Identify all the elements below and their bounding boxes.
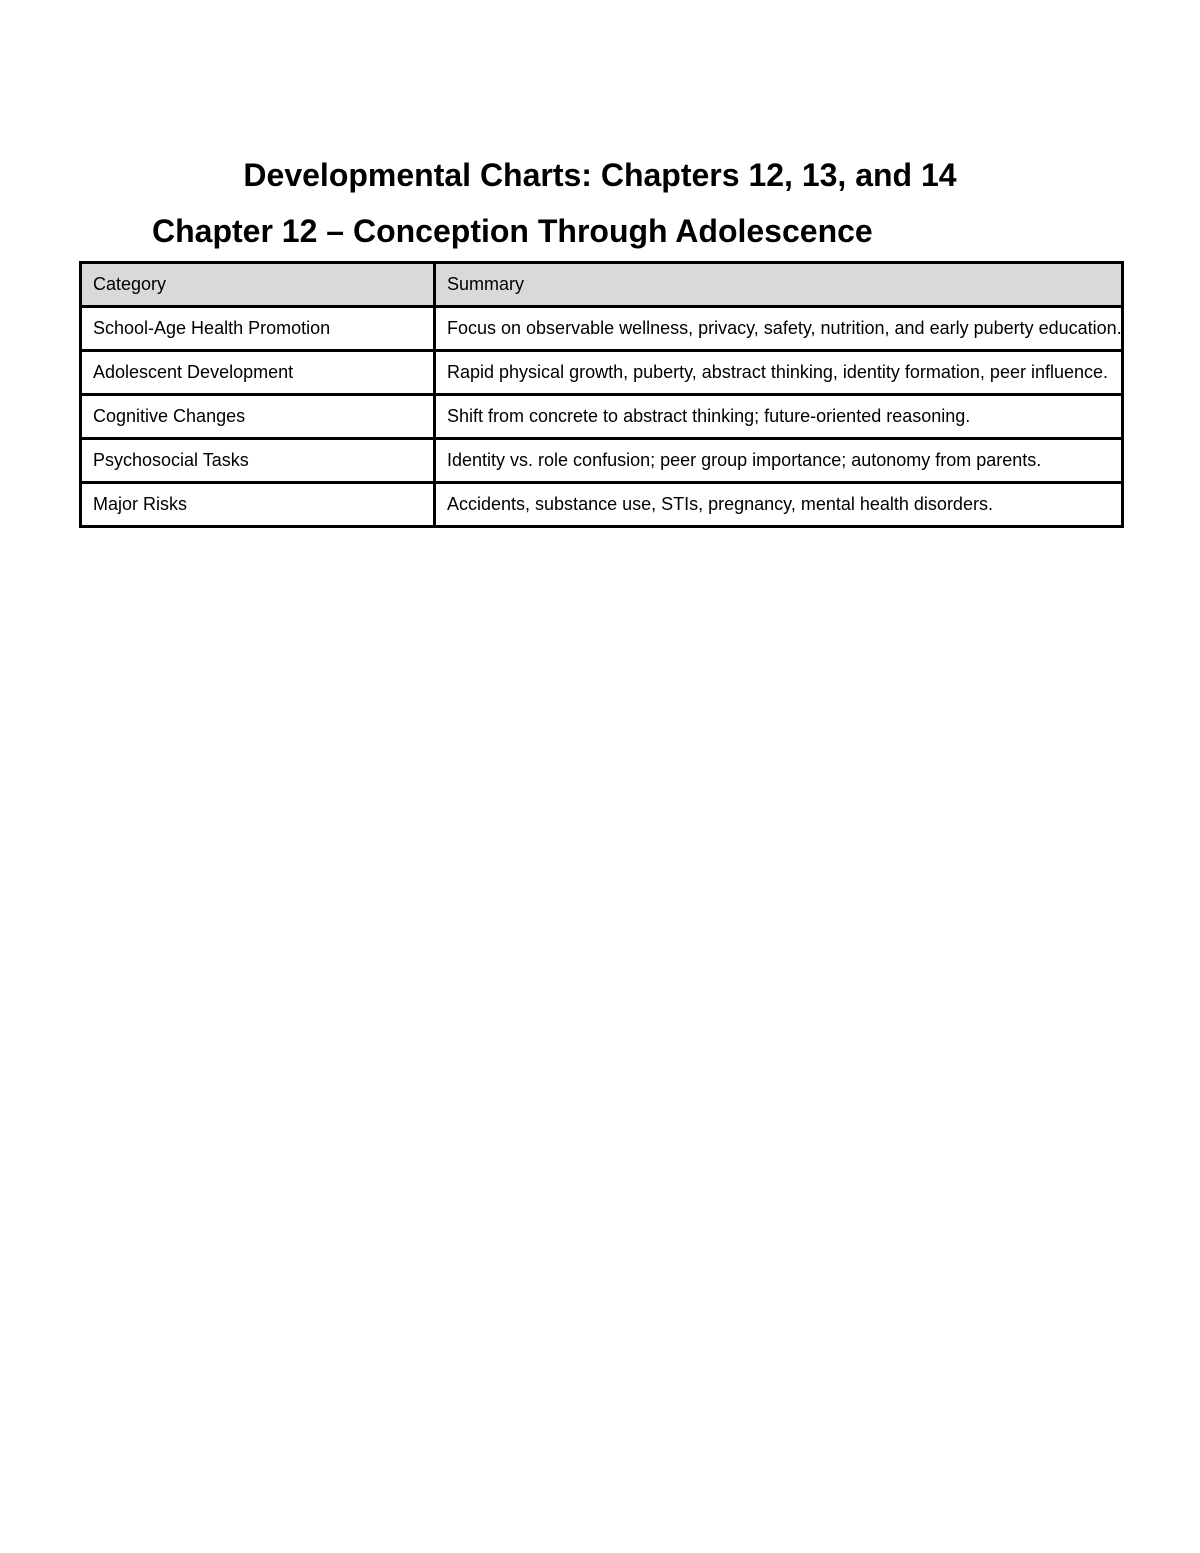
document-title: Developmental Charts: Chapters 12, 13, and 14 <box>243 157 957 193</box>
summary-cell: Rapid physical growth, puberty, abstract thinking, identity formation, peer influence. <box>435 351 1123 395</box>
category-cell: Major Risks <box>81 483 435 527</box>
header-summary: Summary <box>435 263 1123 307</box>
category-cell: Psychosocial Tasks <box>81 439 435 483</box>
header-category: Category <box>81 263 435 307</box>
summary-cell: Identity vs. role confusion; peer group importance; autonomy from parents. <box>435 439 1123 483</box>
summary-cell: Focus on observable wellness, privacy, safety, nutrition, and early puberty education. <box>435 307 1123 351</box>
category-cell: Adolescent Development <box>81 351 435 395</box>
table-row <box>81 307 1123 351</box>
table-row <box>81 483 1123 527</box>
category-cell: School-Age Health Promotion <box>81 307 435 351</box>
summary-cell: Shift from concrete to abstract thinking; future-oriented reasoning. <box>435 395 1123 439</box>
development-summary-table <box>79 261 1124 528</box>
table-row <box>81 351 1123 395</box>
category-cell: Cognitive Changes <box>81 395 435 439</box>
chapter-heading: Chapter 12 – Conception Through Adolescence <box>152 213 873 249</box>
table-header-row <box>81 263 1123 307</box>
table-row <box>81 395 1123 439</box>
summary-cell: Accidents, substance use, STIs, pregnancy, mental health disorders. <box>435 483 1123 527</box>
table-row <box>81 439 1123 483</box>
